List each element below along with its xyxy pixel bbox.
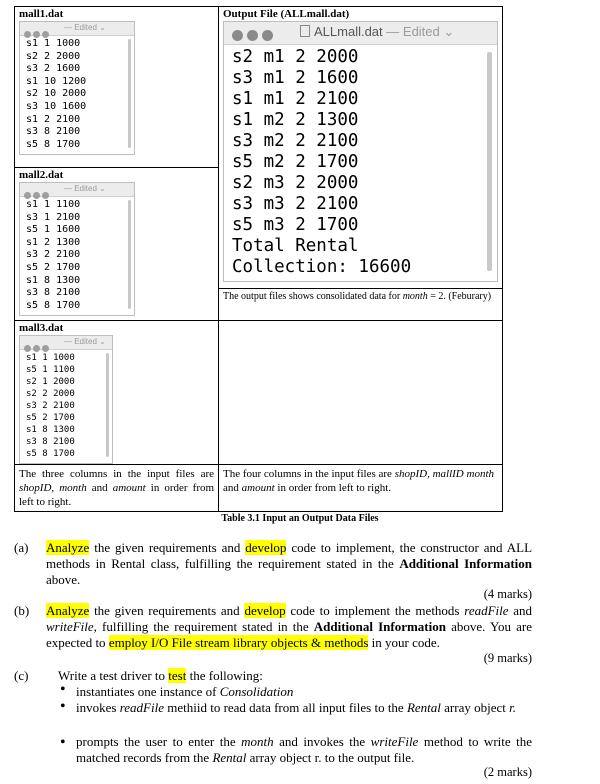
qb-text-3: fulfilling the requirement stated in the <box>102 619 309 634</box>
code-line[interactable]: s3 8 2100 <box>26 287 81 299</box>
qc-bullet-1 <box>76 684 532 700</box>
qc-b3-mid: and invokes the <box>279 734 366 749</box>
question-a-label: (a) <box>14 540 29 555</box>
right-note-cell <box>219 465 503 512</box>
qc-b2-text: invokes <box>76 700 117 715</box>
code-line[interactable]: s5 m3 2 1700 <box>232 215 359 235</box>
qa-text-3: ALL methods in Rental class, fulfilling the requirement stated in the <box>46 540 533 571</box>
mall3-edited-label[interactable]: — Edited ⌄ <box>64 337 106 346</box>
output-edited-label[interactable]: — Edited ⌄ <box>386 24 455 39</box>
output-file-name[interactable]: ALLmall.dat <box>314 24 383 39</box>
data-files-table <box>14 6 503 512</box>
code-line[interactable]: s1 2 2100 <box>26 113 81 125</box>
qc-b3-line2-post: array object r. to the output file. <box>249 750 415 765</box>
empty-cell <box>219 321 503 465</box>
right-note-post: in order from left to right. <box>277 482 392 494</box>
zoom-dot-icon[interactable] <box>42 31 49 38</box>
minimize-dot-icon[interactable] <box>33 31 40 38</box>
code-line[interactable]: s3 2 2100 <box>26 401 75 411</box>
mall1-text-content[interactable] <box>20 36 134 154</box>
qb-readfile: readFile <box>464 603 509 618</box>
code-line[interactable]: s1 8 1300 <box>26 274 81 286</box>
mall1-titlebar <box>20 22 134 36</box>
minimize-dot-icon[interactable] <box>33 192 40 199</box>
code-line[interactable]: s1 m2 2 1300 <box>232 110 359 130</box>
right-note-and: and <box>223 482 239 494</box>
code-line[interactable]: s3 2 2100 <box>26 249 81 261</box>
qc-b3-line2: matched records from the <box>76 750 210 765</box>
code-line[interactable]: Collection: 16600 <box>232 257 412 277</box>
mall1-window <box>19 21 135 155</box>
qc-intro-post: the following: <box>189 668 263 683</box>
close-dot-icon[interactable] <box>24 192 31 199</box>
code-line[interactable]: s5 8 1700 <box>26 138 81 150</box>
qc-b2-r: r. <box>509 700 516 715</box>
mall2-cell <box>15 168 219 321</box>
qb-and: and <box>513 603 533 618</box>
left-note-amount: amount <box>112 482 146 494</box>
output-header: Output File (ALLmall.dat) <box>223 8 350 20</box>
qc-bullet-3 <box>76 734 532 766</box>
bullet-icon: • <box>60 698 66 715</box>
qc-b2-readfile: readFile <box>119 700 164 715</box>
qa-analyze: Analyze <box>46 540 90 555</box>
mall1-header: mall1.dat <box>19 8 64 20</box>
question-b-label: (b) <box>14 603 30 618</box>
zoom-dot-icon[interactable] <box>262 30 273 41</box>
qb-highlight: employ I/O File stream library objects & methods <box>108 635 369 650</box>
code-line[interactable]: s3 m2 2 2100 <box>232 131 359 151</box>
code-line[interactable]: s1 1 1000 <box>26 353 75 363</box>
close-dot-icon[interactable] <box>232 30 243 41</box>
output-note-post: = 2. (Feburary) <box>430 291 492 302</box>
qc-b2-rental: Rental <box>406 700 441 715</box>
question-a-marks: (4 marks) <box>483 587 532 601</box>
question-c-intro <box>58 668 263 684</box>
qc-intro-text: Write a test driver to <box>58 668 166 683</box>
code-line[interactable]: s5 1 1100 <box>26 365 75 375</box>
left-note-and: and <box>91 482 108 494</box>
qa-text-4: above. <box>46 572 81 587</box>
qc-b3-month: month <box>241 734 274 749</box>
mall2-titlebar <box>20 183 134 197</box>
qc-b1-text: instantiates one instance of <box>76 684 217 699</box>
right-note-amount: amount <box>241 482 275 494</box>
mall1-cell <box>15 7 219 168</box>
code-line[interactable]: s2 m3 2 2000 <box>232 173 359 193</box>
qa-develop: develop <box>245 540 287 555</box>
code-line[interactable]: s5 2 1700 <box>26 413 75 423</box>
qb-text-2: code to implement the methods <box>290 603 460 618</box>
qc-b1-italic: Consolidation <box>219 684 294 699</box>
code-line[interactable]: s3 8 2100 <box>26 437 75 447</box>
code-line[interactable]: s1 10 1200 <box>26 75 87 87</box>
code-line[interactable]: s5 8 1700 <box>26 449 75 459</box>
output-cell <box>219 7 503 321</box>
close-dot-icon[interactable] <box>24 31 31 38</box>
qb-bold: Additional Information <box>313 619 446 634</box>
mall3-cell <box>15 321 219 465</box>
mall2-text-content[interactable] <box>20 197 134 315</box>
close-dot-icon[interactable] <box>24 345 31 352</box>
mall1-edited-label[interactable]: — Edited ⌄ <box>64 23 106 32</box>
code-line[interactable]: s3 m1 2 1600 <box>232 68 359 88</box>
code-line[interactable]: s5 8 1700 <box>26 299 81 311</box>
mall3-header: mall3.dat <box>19 322 64 334</box>
code-line[interactable]: s5 m2 2 1700 <box>232 152 359 172</box>
mall3-window <box>19 335 113 464</box>
output-titlebar <box>224 22 497 45</box>
output-scrollbar[interactable] <box>487 52 492 271</box>
mall2-window <box>19 182 135 316</box>
qa-text-1: the given requirements and <box>94 540 241 555</box>
mall2-scrollbar[interactable] <box>128 200 131 309</box>
mall2-edited-label[interactable]: — Edited ⌄ <box>64 184 106 193</box>
qc-bullet-2 <box>76 700 532 716</box>
code-line[interactable]: s2 2 2000 <box>26 50 81 62</box>
question-b-marks: (9 marks) <box>483 651 532 665</box>
code-line[interactable]: s1 m1 2 2100 <box>232 89 359 109</box>
right-note-month: month <box>466 468 494 480</box>
qc-b3-post: method to write the <box>423 734 533 749</box>
code-line[interactable]: s3 10 1600 <box>26 100 87 112</box>
left-note-cols: shopID, month <box>19 482 87 494</box>
code-line[interactable]: s3 1 2100 <box>26 211 81 223</box>
output-note-month: month <box>402 291 428 302</box>
output-text-content[interactable] <box>224 45 497 282</box>
code-line[interactable]: s2 m1 2 2000 <box>232 47 359 67</box>
mall2-header: mall2.dat <box>19 169 64 181</box>
code-line[interactable]: s3 2 1600 <box>26 63 81 75</box>
mall1-scrollbar[interactable] <box>128 39 131 148</box>
right-note-text: The four columns in the input files are <box>223 468 392 480</box>
minimize-dot-icon[interactable] <box>33 345 40 352</box>
question-a-text <box>46 540 532 588</box>
code-line[interactable]: s2 2 2000 <box>26 389 75 399</box>
code-line[interactable]: s1 2 1300 <box>26 236 81 248</box>
left-note-text: The three columns in the input files are <box>19 468 214 480</box>
left-note-post: in order from left to right. <box>19 482 215 508</box>
bullet-icon: • <box>60 734 66 751</box>
code-line[interactable]: s2 10 2000 <box>26 88 87 100</box>
code-line[interactable]: s2 1 2000 <box>26 377 75 387</box>
zoom-dot-icon[interactable] <box>42 192 49 199</box>
qc-b3-writefile: writeFile <box>370 734 419 749</box>
mall3-titlebar <box>20 336 112 350</box>
code-line[interactable]: s1 8 1300 <box>26 425 75 435</box>
code-line[interactable]: Total Rental <box>232 236 359 256</box>
output-window <box>223 21 498 282</box>
code-line[interactable]: s1 1 1100 <box>26 199 81 210</box>
code-line[interactable]: s5 1 1600 <box>26 224 81 236</box>
qb-analyze: Analyze <box>46 603 90 618</box>
mall3-text-content[interactable] <box>20 350 112 463</box>
qb-text-6: in your code. <box>371 635 440 650</box>
qc-test-highlight: test <box>168 668 187 683</box>
question-c-label: (c) <box>14 668 29 683</box>
qb-text-5: You are expected to <box>46 619 533 650</box>
qc-b3-rental: Rental <box>212 750 247 765</box>
table-caption: Table 3.1 Input an Output Data Files <box>221 513 379 524</box>
qb-develop: develop <box>244 603 286 618</box>
minimize-dot-icon[interactable] <box>247 30 258 41</box>
qa-text-2: code to implement, the constructor and <box>291 540 503 555</box>
code-line[interactable]: s1 1 1000 <box>26 38 81 49</box>
qb-writefile: writeFile, <box>46 619 97 634</box>
code-line[interactable]: s5 2 1700 <box>26 261 81 273</box>
qc-b2-mid: methiid to read data from all input files to the <box>167 700 404 715</box>
document-icon <box>300 25 310 37</box>
output-note <box>219 288 502 305</box>
qb-text-4: above. <box>451 619 486 634</box>
left-note-cell <box>15 465 219 512</box>
qc-b2-post: array object <box>444 700 506 715</box>
mall3-scrollbar[interactable] <box>106 353 109 457</box>
qb-text-1: the given requirements and <box>94 603 240 618</box>
question-c-marks: (2 marks) <box>483 765 532 779</box>
qa-bold-1: Additional <box>399 556 459 571</box>
code-line[interactable]: s3 m3 2 2100 <box>232 194 359 214</box>
question-b-text <box>46 603 532 651</box>
zoom-dot-icon[interactable] <box>42 345 49 352</box>
right-note-cols: shopID, mallID <box>394 468 464 480</box>
qa-bold-2: Information <box>464 556 532 571</box>
code-line[interactable]: s3 8 2100 <box>26 126 81 138</box>
output-note-text: The output files shows consolidated data for <box>223 291 401 302</box>
qc-b3-text: prompts the user to enter the <box>76 734 236 749</box>
bullet-icon: • <box>60 681 66 698</box>
